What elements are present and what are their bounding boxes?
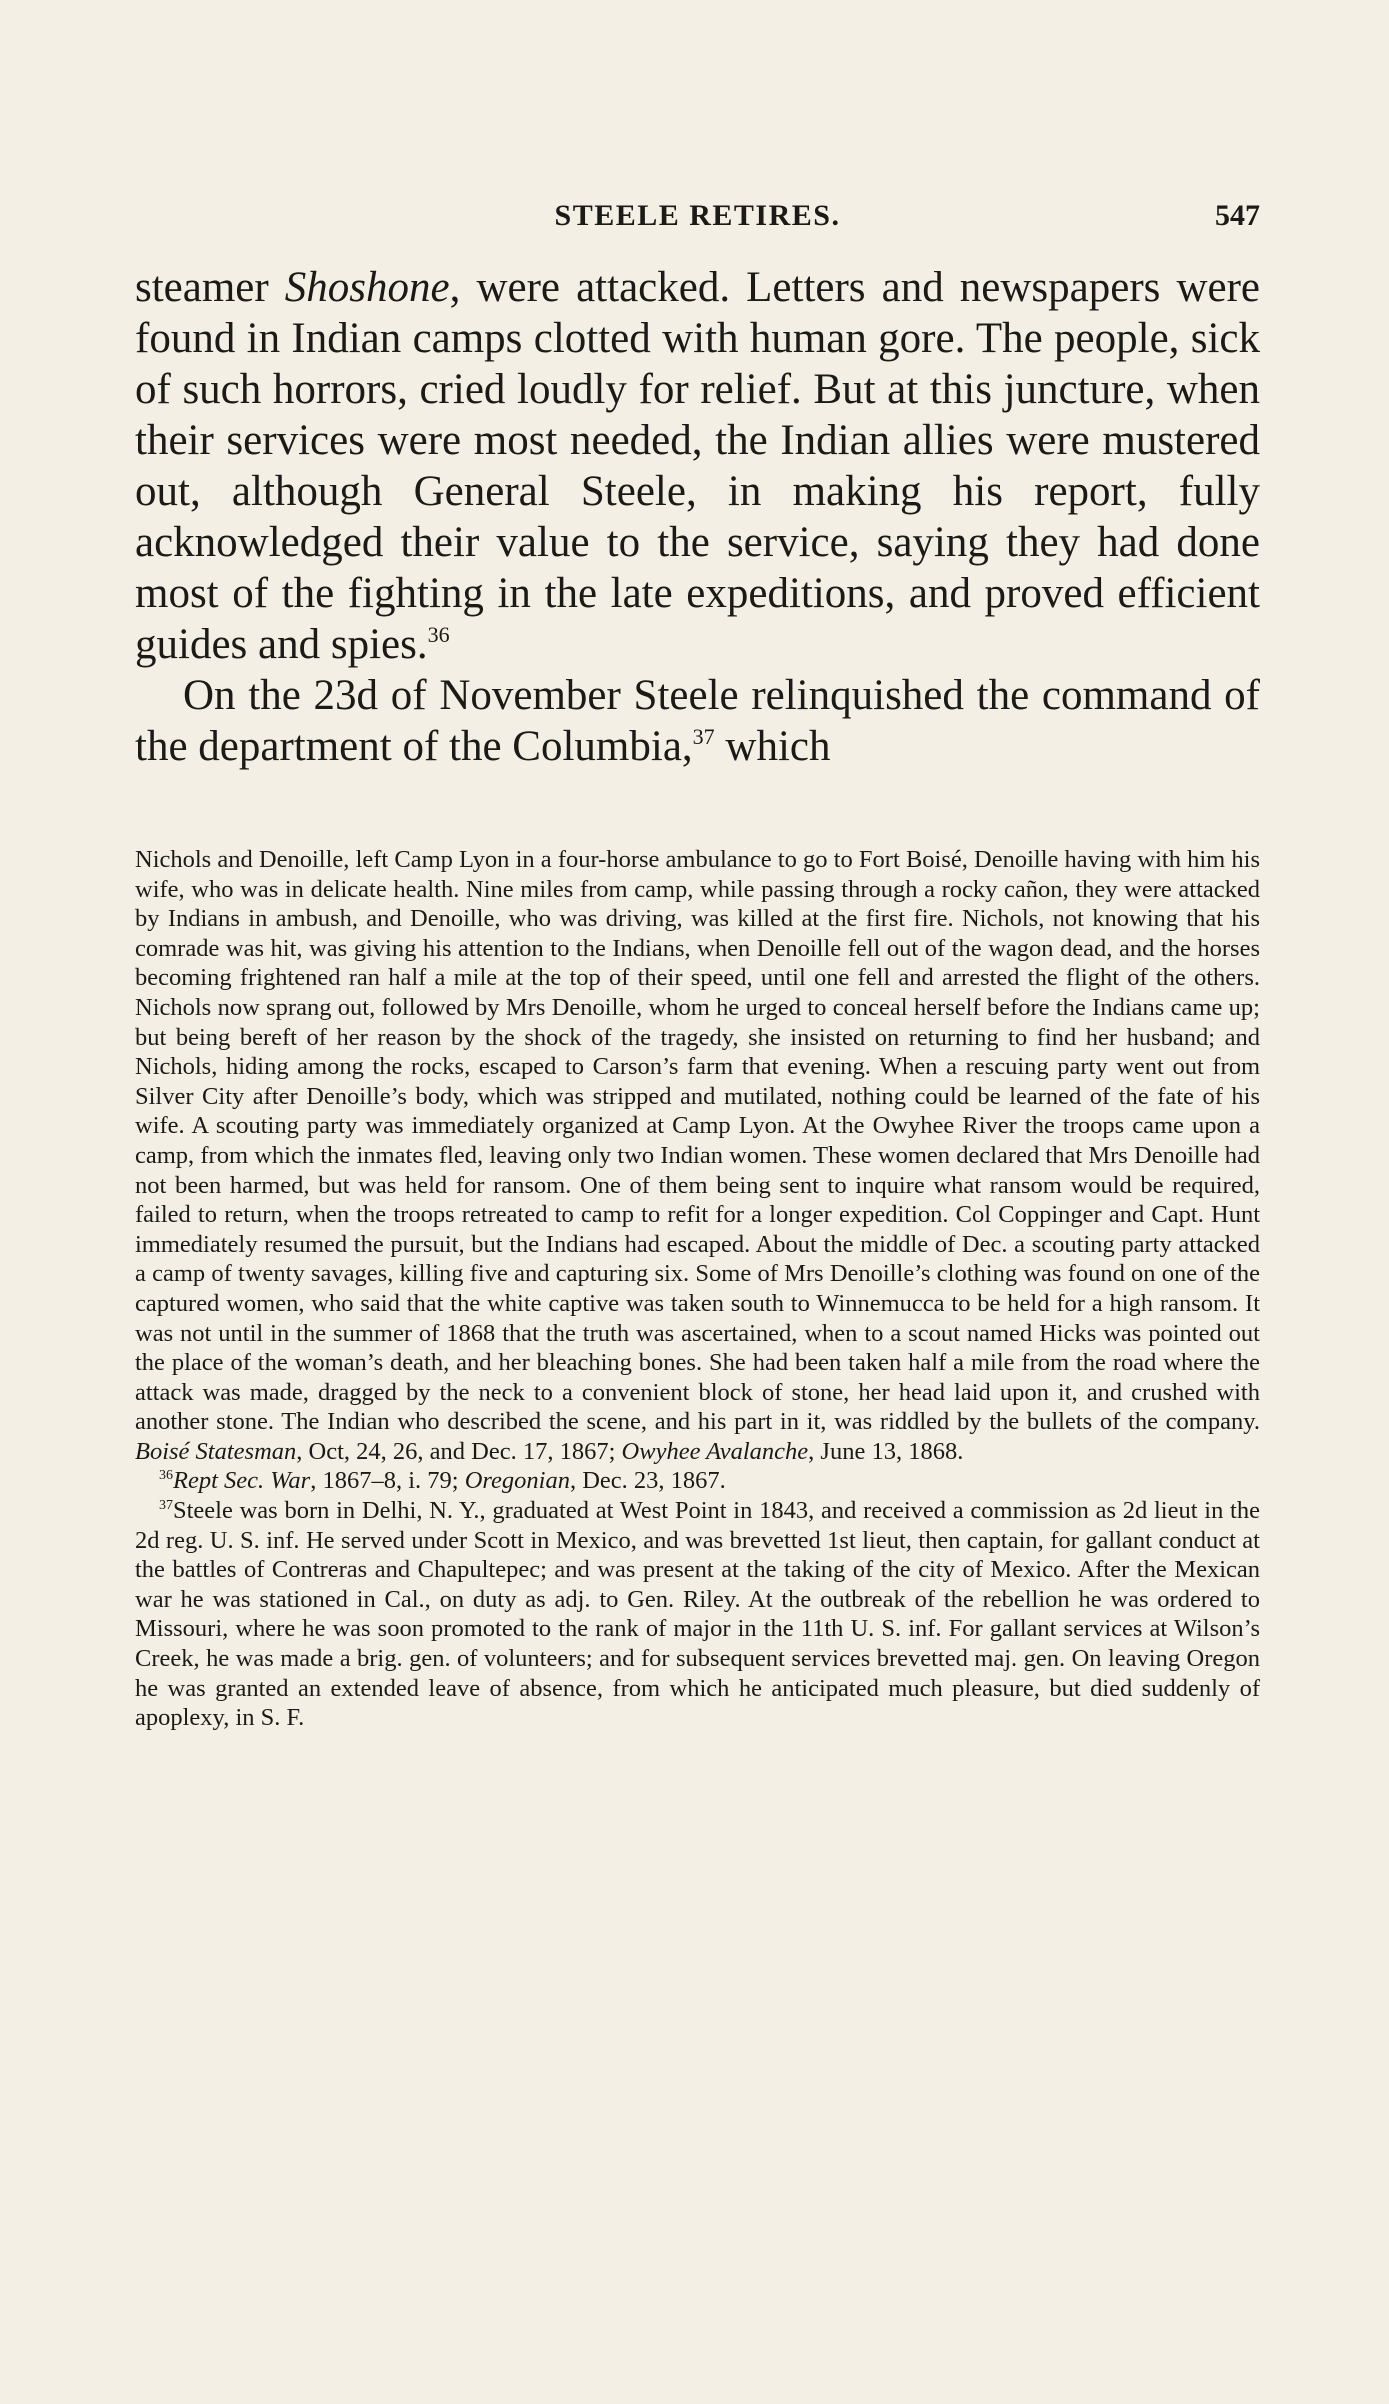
text-run: Nichols and Denoille, left Camp Lyon in a four-horse ambulance to go to Fort Boisé, Denoille having with him his wife, who was in delicate health. Nine miles from camp, while passing through a rocky cañon, they were attacked by Indians in ambush, and Denoille, who was driving, was killed at the first fire. Nichols, not knowing that his comrade was hit, was giving his attention to the Indians, when Denoille fell out of the wagon dead, and the horses becoming frightened ran half a mile at the top of their speed, until one fell and arrested the flight of the others. Nichols now sprang out, followed by Mrs Denoille, whom he urged to conceal herself before the Indians came up; but being bereft of her reason by the shock of the tragedy, she insisted on returning to find her husband; and Nichols, hiding among the rocks, escaped to Carson’s farm that evening. When a rescuing party went out from Silver City after Denoille’s body, which was stripped and mutilated, nothing could be learned of the fate of his wife. A scouting party was immediately organized at Camp Lyon. At the Owyhee River the troops came upon a camp, from which the inmates fled, leaving only two Indian women. These women declared that Mrs Denoille had not been harmed, but was held for ransom. One of them being sent to inquire what ransom would be required, failed to return, when the troops retreated to camp to refit for a longer expedition. Col Coppinger and Capt. Hunt immediately resumed the pursuit, but the Indians had escaped. About the middle of Dec. a scouting party attacked a camp of twenty savages, killing five and capturing six. Some of Mrs Denoille’s clothing was found on one of the captured women, who said that the white captive was taken south to Winnemucca to be held for a high ransom. It was not until in the summer of 1868 that the truth was ascertained, when to a scout named Hicks was pointed out the place of the woman’s death, and her bleaching bones. She had been taken half a mile from the road where the attack was made, dragged by the neck to a convenient block of stone, her head laid upon it, and crushed with another stone. The Indian who described the scene, and his part in it, was riddled by the bullets of the company. xyxy=(135,846,1260,1436)
ship-name: Shoshone xyxy=(284,264,450,311)
footnote-reference-36[interactable]: 36 xyxy=(427,622,450,647)
text-run: , June 13, 1868. xyxy=(808,1437,964,1465)
footnote-marker: 37 xyxy=(159,1498,173,1514)
footnote-continued xyxy=(135,845,1260,1466)
main-text xyxy=(135,262,1260,772)
citation-title: Boisé Statesman xyxy=(135,1437,297,1465)
footnote-37 xyxy=(135,1496,1260,1733)
footnote-marker: 36 xyxy=(159,1468,173,1484)
running-head xyxy=(135,196,1260,236)
citation-title: Owyhee Avalanche xyxy=(621,1437,809,1465)
text-run: steamer xyxy=(135,264,285,311)
footnote-36 xyxy=(135,1466,1260,1496)
text-run: which xyxy=(714,723,831,770)
footnote-reference-37[interactable]: 37 xyxy=(692,724,715,749)
text-run: On the 23d of November Steele relinquished the command of the department of the Columbia, xyxy=(135,672,1260,770)
body-paragraph xyxy=(135,262,1260,670)
page-number: 547 xyxy=(1215,199,1260,232)
body-paragraph xyxy=(135,670,1260,772)
footnotes xyxy=(135,845,1260,1733)
text-run: , were attacked. Letters and newspapers were found in Indian camps clotted with human gore. The people, sick of such horrors, cried loudly for relief. But at this juncture, when their services were most needed, the Indian allies were mustered out, although General Steele, in making his report, fully acknowledged their value to the service, saying they had done most of the fighting in the late expeditions, and proved efficient guides and spies. xyxy=(135,264,1261,668)
citation-title: Oregonian xyxy=(464,1467,570,1495)
running-title: STEELE RETIRES. xyxy=(554,199,841,232)
text-run: , Oct, 24, 26, and Dec. 17, 1867; xyxy=(296,1437,622,1465)
text-run: , 1867–8, i. 79; xyxy=(310,1467,465,1495)
text-run: Steele was born in Delhi, N. Y., graduated at West Point in 1843, and received a commission as 2d lieut in the 2d reg. U. S. inf. He served under Scott in Mexico, and was brevetted 1st lieut, then captain, for gallant conduct at the battles of Contreras and Chapultepec; and was present at the taking of the city of Mexico. After the Mexican war he was stationed in Cal., on duty as adj. to Gen. Riley. At the outbreak of the rebellion he was ordered to Missouri, where he was soon promoted to the rank of major in the 11th U. S. inf. For gallant services at Wilson’s Creek, he was made a brig. gen. of volunteers; and for subsequent services brevetted maj. gen. On leaving Oregon he was granted an extended leave of absence, from which he anticipated much pleasure, but died suddenly of apoplexy, in S. F. xyxy=(135,1497,1260,1732)
citation-title: Rept Sec. War xyxy=(173,1467,311,1495)
text-run: , Dec. 23, 1867. xyxy=(569,1467,726,1495)
